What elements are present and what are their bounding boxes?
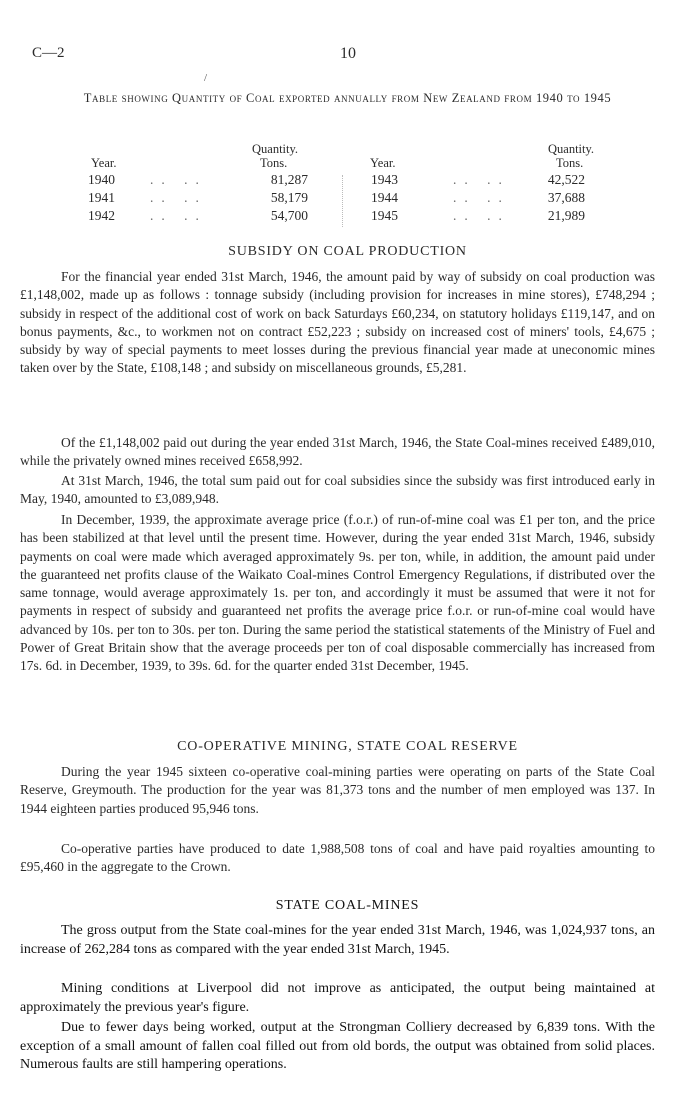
year-header: Year. <box>370 156 396 170</box>
paragraph: Mining conditions at Liverpool did not improve as anticipated, the output being maintained at approximately the previous year's figure. <box>20 981 655 1015</box>
section-heading-subsidy: SUBSIDY ON COAL PRODUCTION <box>228 244 467 259</box>
leader-dots: .. .. <box>150 190 207 205</box>
section-heading-cooperative: CO-OPERATIVE MINING, STATE COAL RESERVE <box>177 739 518 754</box>
section-heading-state-mines: STATE COAL-MINES <box>275 898 420 913</box>
leader-dots: .. .. <box>150 208 207 223</box>
leader-dots: .. .. <box>453 172 510 187</box>
paragraph: For the financial year ended 31st March, 1946, the amount paid by way of subsidy on coal production was £1,148,002, made up as follows : tonnage subsidy (including provision for increases in mine stores), £748,294 ; subsidy in respect of the additional cost of work on back Saturdays £60,234, on statutory holidays £119,147, and on bonus payments, &c., to workmen not on contract £52,223 ; subsidy on increased cost of miners' tools, £4,675 ; subsidy by way of special payments to meet losses during the previous financial year made at uneconomic mines taken over by the State, £108,148 ; and subsidy on miscellaneous grounds, £5,281. <box>20 269 655 376</box>
tons-header: Tons. <box>556 156 584 170</box>
paragraph: Co-operative parties have produced to date 1,988,508 tons of coal and have paid royalties amounting to £95,460 in the aggregate to the Crown. <box>20 841 655 875</box>
year-cell: 1941 <box>88 190 115 205</box>
year-cell: 1942 <box>88 208 115 223</box>
paragraph: During the year 1945 sixteen co-operative coal-mining parties were operating on parts of the State Coal Reserve, Greymouth. The production for the year was 81,373 tons and the number of men employed was 137. In 1944 eighteen parties produced 95,946 tons. <box>20 764 655 816</box>
paragraph: Of the £1,148,002 paid out during the year ended 31st March, 1946, the State Coal-mines received £489,010, while the privately owned mines received £658,992. <box>20 435 655 469</box>
table-row <box>365 208 585 224</box>
year-cell: 1944 <box>371 190 398 205</box>
tons-cell: 54,700 <box>270 208 308 223</box>
stray-mark: / <box>204 72 208 84</box>
page-number: 10 <box>340 45 356 62</box>
paragraph: In December, 1939, the approximate average price (f.o.r.) of run-of-mine coal was £1 per ton, and the price has been stabilized at that level until the present time. However, during the year ended 31st March, 1946, subsidy payments on coal were made which averaged approximately 9s. per ton, while, in addition, the amount paid under the guaranteed net profits clause of the Waikato Coal-mines Control Emergency Regulations, if distributed over the same tonnage, would average approximately 1s. per ton, and accordingly it must be assumed that were it not for payments in respect of subsidy and guaranteed net profits the average price f.o.r. or run-of-mine coal would have advanced by 10s. per ton to 30s. per ton. During the same period the statistical statements of the Ministry of Fuel and Power of Great Britain show that the average proceeds per ton of coal disposable commercially has increased from 17s. 6d. in December, 1939, to 39s. 6d. for the quarter ended 31st December, 1945. <box>20 512 655 674</box>
leader-dots: .. .. <box>150 172 207 187</box>
tons-header: Tons. <box>260 156 288 170</box>
year-cell: 1945 <box>371 208 398 223</box>
tons-cell: 42,522 <box>547 172 585 187</box>
paragraph: The gross output from the State coal-mines for the year ended 31st March, 1946, was 1,024,937 tons, an increase of 262,284 tons as compared with the year ended 31st March, 1945. <box>20 923 655 957</box>
year-cell: 1940 <box>88 172 115 187</box>
paragraph: Due to fewer days being worked, output at the Strongman Colliery decreased by 6,839 tons. With the exception of a small amount of fallen coal filled out from old bords, the output was obtained from solid places. Numerous faults are still hampering operations. <box>20 1020 655 1073</box>
table-row <box>88 190 308 206</box>
year-cell: 1943 <box>371 172 398 187</box>
paragraph: At 31st March, 1946, the total sum paid out for coal subsidies since the subsidy was first introduced early in May, 1940, amounted to £3,089,948. <box>20 473 655 507</box>
tons-cell: 21,989 <box>547 208 585 223</box>
table-divider <box>342 175 344 227</box>
quantity-header: Quantity. <box>252 142 299 156</box>
tons-cell: 81,287 <box>270 172 308 187</box>
tons-cell: 37,688 <box>547 190 585 205</box>
leader-dots: .. .. <box>453 208 510 223</box>
leader-dots: .. .. <box>453 190 510 205</box>
tons-cell: 58,179 <box>270 190 308 205</box>
table-row <box>365 190 585 206</box>
table-row <box>88 172 308 188</box>
table-row <box>88 208 308 224</box>
table-row <box>365 172 585 188</box>
quantity-header: Quantity. <box>548 142 595 156</box>
page-header-left: C—2 <box>32 45 65 61</box>
table-caption: Table showing Quantity of Coal exported annually from New Zealand from 1940 to 1945 <box>83 91 612 105</box>
year-header: Year. <box>91 156 117 170</box>
